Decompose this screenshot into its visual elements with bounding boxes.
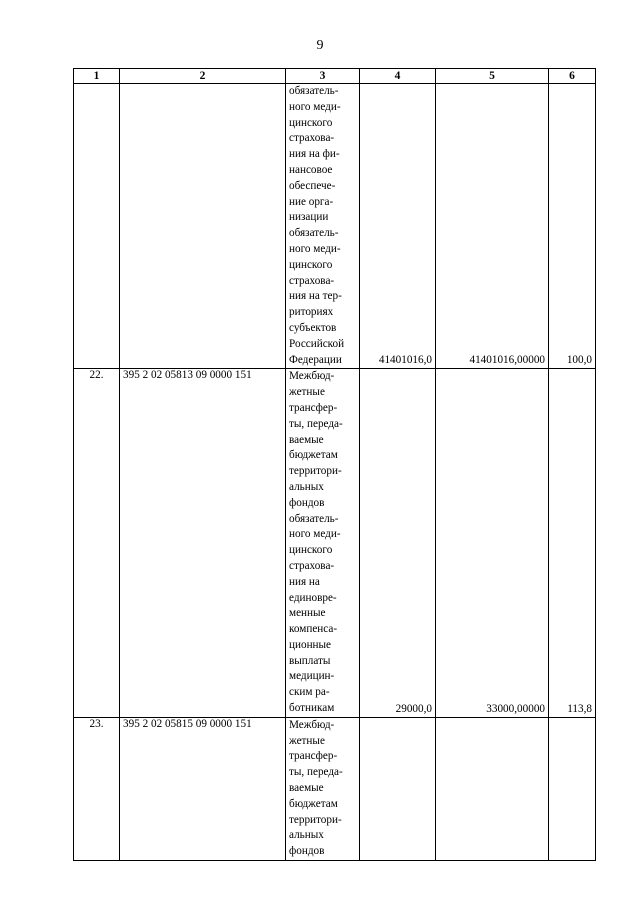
description-line: Российской — [289, 337, 345, 350]
actual-value-cell: 33000,00000 — [436, 369, 549, 718]
table-row — [74, 717, 596, 860]
description-line: альных — [289, 829, 324, 842]
description-line: ты, переда- — [289, 417, 343, 430]
row-number-cell: 22. — [74, 369, 120, 718]
description-line: ния на тер- — [289, 290, 342, 303]
description-line: жетные — [289, 734, 325, 747]
description-line: фондов — [289, 496, 325, 509]
description-line: обязатель- — [289, 227, 339, 240]
description-cell — [286, 84, 360, 369]
description-line: ваемые — [289, 782, 324, 795]
percent-cell — [549, 717, 596, 860]
description-line: ботникам — [289, 702, 335, 715]
percent-cell: 113,8 — [549, 369, 596, 718]
plan-value-cell — [360, 717, 436, 860]
description-line: выплаты — [289, 654, 331, 667]
header-col-6: 6 — [549, 69, 596, 84]
budget-code-cell: 395 2 02 05815 09 0000 151 — [120, 717, 286, 860]
description-line: ние орга- — [289, 195, 334, 208]
description-line: территори- — [289, 465, 342, 478]
description-line: ния на — [289, 575, 320, 588]
header-col-5: 5 — [436, 69, 549, 84]
description-line: низации — [289, 211, 329, 224]
description-line: компенса- — [289, 623, 338, 636]
description-line: Межбюд- — [289, 718, 335, 731]
description-line: фондов — [289, 845, 325, 858]
description-line: Федерации — [289, 353, 342, 366]
description-line: медицин- — [289, 670, 335, 683]
description-line: ного меди- — [289, 528, 341, 541]
description-line: субъектов — [289, 321, 337, 334]
description-line: цинского — [289, 258, 333, 271]
description-line: обязатель- — [289, 85, 339, 97]
budget-code-cell: 395 2 02 05813 09 0000 151 — [120, 369, 286, 718]
header-col-3: 3 — [286, 69, 360, 84]
row-number-cell — [74, 84, 120, 369]
description-line: ским ра- — [289, 686, 330, 699]
table-row — [74, 369, 596, 718]
description-cell — [286, 717, 360, 860]
description-line: ваемые — [289, 433, 324, 446]
description-line: Межбюд- — [289, 370, 335, 383]
description-line: ного меди- — [289, 242, 341, 255]
header-col-4: 4 — [360, 69, 436, 84]
description-line: территори- — [289, 813, 342, 826]
description-line: цинского — [289, 116, 333, 129]
actual-value-cell — [436, 717, 549, 860]
description-line: страхова- — [289, 132, 335, 145]
description-line: обязатель- — [289, 512, 339, 525]
description-line: ного меди- — [289, 100, 341, 113]
description-line: ционные — [289, 638, 332, 651]
header-col-1: 1 — [74, 69, 120, 84]
plan-value-cell: 41401016,0 — [360, 84, 436, 369]
budget-table — [73, 68, 596, 861]
table-header-row — [74, 69, 596, 84]
budget-code-cell — [120, 84, 286, 369]
description-line: страхова- — [289, 559, 335, 572]
actual-value-cell: 41401016,00000 — [436, 84, 549, 369]
page-number: 9 — [316, 38, 324, 53]
description-line: единовре- — [289, 591, 337, 604]
description-line: нансовое — [289, 163, 333, 176]
description-line: цинского — [289, 544, 333, 557]
description-line: бюджетам — [289, 449, 338, 462]
description-line: риториях — [289, 306, 334, 319]
table-body — [74, 84, 596, 861]
description-line: трансфер- — [289, 750, 338, 763]
header-col-2: 2 — [120, 69, 286, 84]
description-line: бюджетам — [289, 797, 338, 810]
description-cell — [286, 369, 360, 718]
description-line: обеспече- — [289, 179, 336, 192]
description-line: ты, переда- — [289, 766, 343, 779]
description-line: страхова- — [289, 274, 335, 287]
description-line: трансфер- — [289, 401, 338, 414]
table-row — [74, 84, 596, 369]
percent-cell: 100,0 — [549, 84, 596, 369]
description-line: альных — [289, 480, 324, 493]
plan-value-cell: 29000,0 — [360, 369, 436, 718]
description-line: менные — [289, 607, 326, 620]
description-line: жетные — [289, 386, 325, 399]
row-number-cell: 23. — [74, 717, 120, 860]
description-line: ния на фи- — [289, 148, 340, 161]
